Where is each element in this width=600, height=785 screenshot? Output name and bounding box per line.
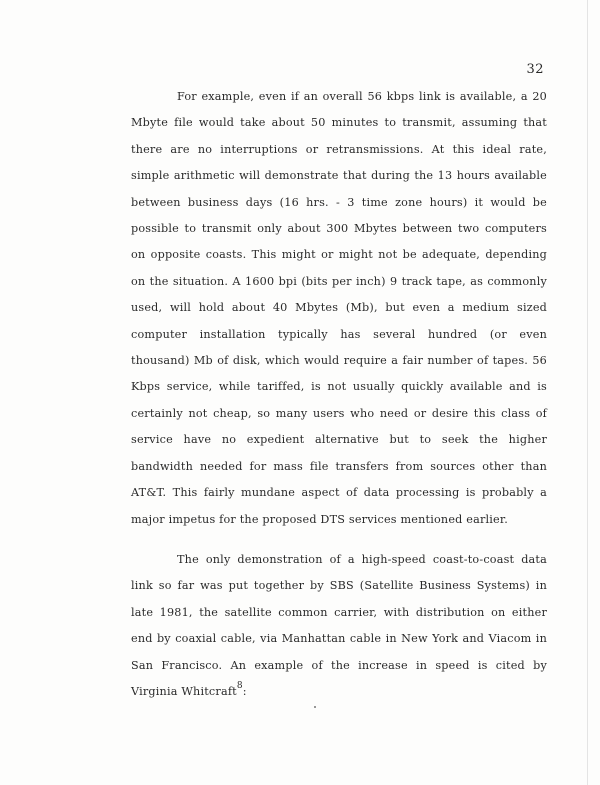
paragraph-text: The only demonstration of a high-speed coast-to-coast data link so far was put together by SBS (Satellite Business Systems) in late 1981, the satellite common carrier, with distribution on either end by coaxial cable, via Manhattan cable in New York and Viacom in San Francisco. An example of the increase in speed is cited by Virginia Whitcraft [131,553,547,699]
paragraph-text: For example, even if an overall 56 kbps link is available, a 20 Mbyte file would take about 50 minutes to transmit, assuming that there are no interruptions or retransmissions. At this ideal rate, simple arithmetic will demonstrate that during the 13 hours available between business days (16 hrs. - 3 time zone hours) it would be possible to transmit only about 300 Mbytes between two computers on opposite coasts. This might or might not be adequate, depending on the situation. A 1600 bpi (bits per inch) 9 track tape, as commonly used, will hold about 40 Mbytes (Mb), but even a medium sized computer installation typically has several hundred (or even thousand) Mb of disk, which would require a fair number of tapes. 56 Kbps service, while tariffed, is not usually quickly available and is certainly not cheap, so many users who need or desire this class of service have no expedient alternative but to seek the higher bandwidth needed for mass file transfers from sources other than AT&T. This fairly mundane aspect of data processing is probably a major impetus for the proposed DTS services mentioned earlier. [131,90,547,526]
paragraph-coast-to-coast-link [131,547,547,705]
footnote-reference: 8 [236,681,243,692]
paragraph-data-transfer [131,84,547,533]
page-number: 32 [526,62,544,77]
paragraph-trailing-punctuation: : [242,685,247,699]
scan-edge-line [587,0,588,785]
scan-speck [314,706,316,708]
